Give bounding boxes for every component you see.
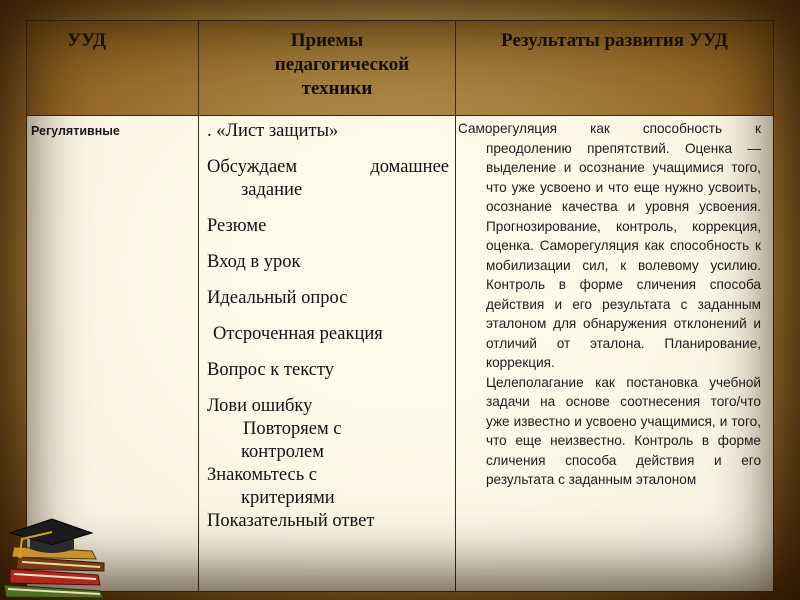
- header-techniques-line1: Приемы: [290, 30, 364, 51]
- results-paragraph: Целеполагание как постановка учебной задачи на основе соотнесения того/что уже известно и усвоено учащимися, и того, что еще неизвестно. Контроль в форме сличения способа действия и его результата с заданным эталоном: [486, 374, 761, 487]
- header-techniques: [199, 21, 456, 116]
- technique-item-continued: контролем: [241, 442, 324, 462]
- results-paragraph: Саморегуляция как способность к преодолению препятствий. Оценка — выделение и осознание учащимися того, что уже усвоено и что еще нужно усвоить, осознание качества и уровня усвоения. Прогнозирование, контроль, коррекция, оценка. Саморегуляция как способность к мобилизации сил, к волевому усилию. Контроль в форме сличения способа действия и его результата с заданным эталоном для обнаружения отклонений и отличий от эталона. Планирование, коррекция.: [458, 121, 761, 370]
- technique-item: Вход в урок: [207, 252, 301, 272]
- header-row: [27, 21, 774, 116]
- technique-item: [207, 156, 449, 179]
- technique-item: Отсроченная реакция: [213, 324, 383, 344]
- table-row: [27, 116, 774, 592]
- header-techniques-line2: педагогической: [274, 54, 410, 75]
- technique-item-continued: критериями: [241, 488, 335, 508]
- technique-word: домашнее: [370, 157, 449, 177]
- technique-item: . «Лист защиты»: [207, 121, 339, 141]
- technique-item: Вопрос к тексту: [207, 360, 335, 380]
- technique-item: Повторяем с: [243, 419, 342, 439]
- technique-item: Знакомьтесь с: [207, 465, 318, 485]
- header-techniques-line3: техники: [301, 78, 373, 99]
- techniques-cell: [199, 116, 456, 592]
- technique-word: Обсуждаем: [207, 157, 298, 177]
- uud-table: [26, 20, 774, 592]
- results-cell: [456, 116, 774, 592]
- header-uud: УУД: [27, 21, 199, 116]
- header-results: Результаты развития УУД: [456, 21, 774, 116]
- books-with-graduation-cap-icon: [0, 505, 130, 600]
- uud-type-cell: Регулятивные: [27, 116, 199, 592]
- technique-item: Показательный ответ: [207, 511, 375, 531]
- technique-item-continued: задание: [241, 180, 303, 200]
- technique-item: Резюме: [207, 216, 267, 236]
- technique-item: Лови ошибку: [207, 396, 313, 416]
- technique-item: Идеальный опрос: [207, 288, 348, 308]
